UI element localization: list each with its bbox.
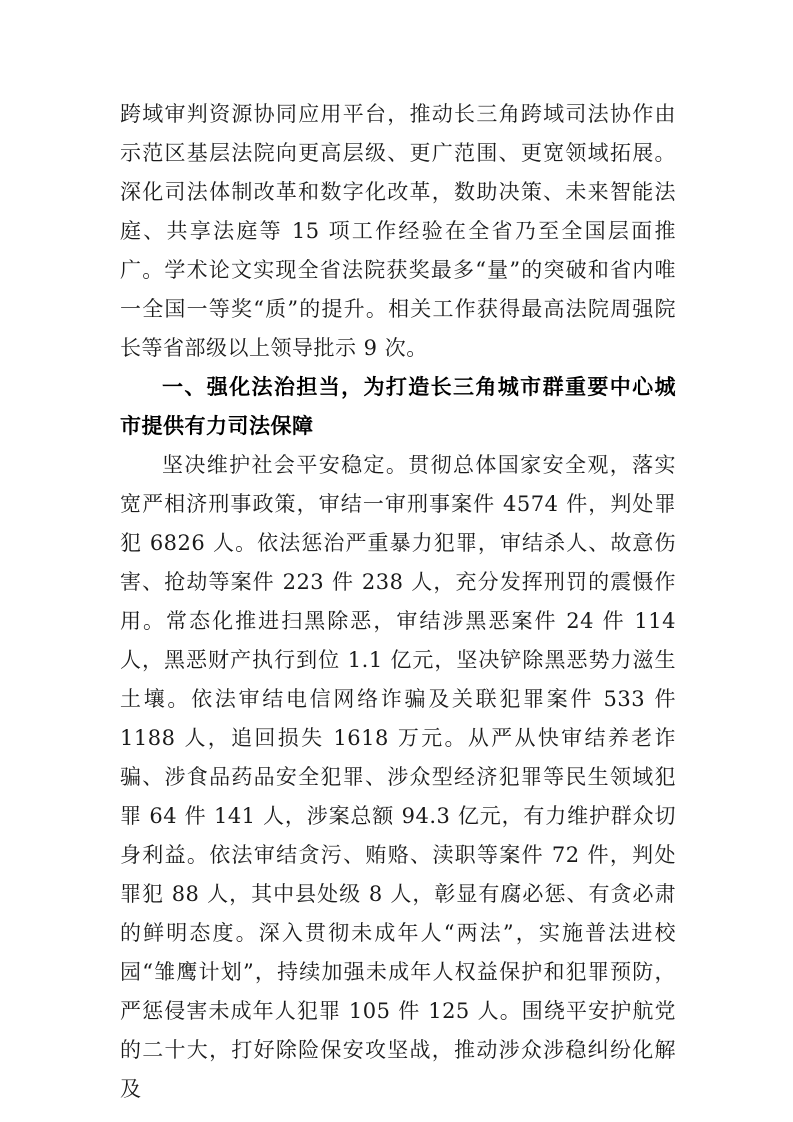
paragraph-body: 坚决维护社会平安稳定。贯彻总体国家安全观，落实宽严相济刑事政策，审结一审刑事案件 4574 件，判处罪犯 6826 人。依法惩治严重暴力犯罪，审结杀人、故意伤害、抢劫等案件 223 件 238 人，充分发挥刑罚的震慑作用。常态化推进扫黑除恶，审结涉黑恶案件 24 件 114 人，黑恶财产执行到位 1.1 亿元，坚决铲除黑恶势力滋生土壤。依法审结电信网络诈骗及关联犯罪案件 533 件 1188 人，追回损失 1618 万元。从严从快审结养老诈骗、涉食品药品安全犯罪、涉众型经济犯罪等民生领域犯罪 64 件 141 人，涉案总额 94.3 亿元，有力维护群众切身利益。依法审结贪污、贿赂、渎职等案件 72 件，判处罪犯 88 人，其中县处级 8 人，彰显有腐必惩、有贪必肃的鲜明态度。深入贯彻未成年人“两法”，实施普法进校园“雏鹰计划”，持续加强未成年人权益保护和犯罪预防，严惩侵害未成年人犯罪 105 件 125 人。围绕平安护航党的二十大，打好除险保安攻坚战，推动涉众涉稳纠纷化解及 <box>120 453 676 1101</box>
section-heading: 一、强化法治担当，为打造长三角城市群重要中心城市提供有力司法保障 <box>120 375 676 438</box>
paragraph-continuation: 跨域审判资源协同应用平台，推动长三角跨域司法协作由示范区基层法院向更高层级、更广范围、更宽领域拓展。深化司法体制改革和数字化改革，数助决策、未来智能法庭、共享法庭等 15 项工作经验在全省乃至全国层面推广。学术论文实现全省法院获奖最多“量”的突破和省内唯一全国一等奖“质”的提升。相关工作获得最高法院周强院长等省部级以上领导批示 9 次。 <box>120 102 676 360</box>
document-text-block <box>120 95 676 1109</box>
